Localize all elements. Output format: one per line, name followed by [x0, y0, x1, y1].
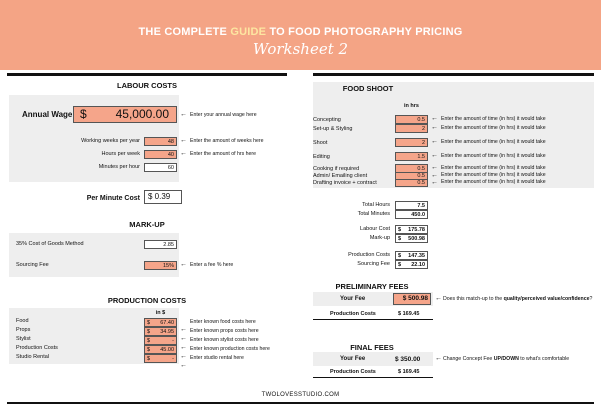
arrow-left-icon: ← [180, 353, 187, 360]
weeks-note: Enter the amount of weeks here [190, 138, 264, 144]
annual-wage-input[interactable]: $ 45,000.00 [73, 106, 177, 123]
total-hours-value: 7.5 [395, 201, 428, 210]
food-shoot-row-label: Cooking if required [313, 166, 360, 172]
food-shoot-row-input[interactable]: 1.5 [395, 152, 428, 161]
markup-total-label: Mark-up [369, 235, 390, 241]
page-subtitle: Worksheet 2 [252, 40, 349, 58]
food-shoot-row-note: Enter the amount of time (in hrs) it would take [441, 172, 546, 178]
food-shoot-row-note: Enter the amount of time (in hrs) it would take [441, 116, 546, 122]
weeks-input[interactable]: 48 [144, 137, 177, 146]
food-shoot-row-label: Set-up & Styling [313, 126, 353, 132]
arrow-left-icon: ← [431, 152, 438, 159]
production-costs-heading: PRODUCTION COSTS [107, 296, 187, 305]
preliminary-underline [313, 319, 433, 320]
total-hours-label: Total Hours [362, 202, 390, 208]
title-highlight: GUIDE [230, 26, 267, 38]
production-row-note: Enter known stylist costs here [190, 337, 259, 343]
right-top-rule [313, 73, 594, 76]
arrow-left-icon: ← [180, 326, 187, 333]
arrow-left-icon: ← [180, 344, 187, 351]
hours-note: Enter the amount of hrs here [190, 151, 257, 157]
page-title: THE COMPLETE GUIDE TO FOOD PHOTOGRAPHY PRICING [138, 26, 463, 38]
production-row-input[interactable]: $ - [144, 336, 177, 345]
footer-rule [7, 402, 594, 404]
production-row-label: Production Costs [16, 345, 58, 351]
arrow-left-icon: ← [431, 164, 438, 171]
sourcing-total-label: Sourcing Fee [357, 261, 390, 267]
per-minute-value: $ 0.39 [144, 190, 182, 204]
total-minutes-value: 450.0 [395, 210, 428, 219]
arrow-left-icon: ← [431, 115, 438, 122]
production-row-label: Food [16, 318, 29, 324]
production-row-note: Enter studio rental here [190, 355, 244, 361]
cogs-label: 35% Cost of Goods Method [16, 241, 84, 247]
production-row [16, 336, 181, 345]
food-shoot-row-label: Drafting invoice + contract [313, 180, 377, 186]
arrow-left-icon: ← [180, 261, 187, 268]
food-shoot-heading: FOOD SHOOT [342, 84, 394, 93]
arrow-left-icon: ← [435, 295, 442, 302]
footer-text: TWOLOVESSTUDIO.COM [261, 392, 340, 398]
weeks-label: Working weeks per year [81, 138, 140, 144]
sourcing-fee-label: Sourcing Fee [16, 262, 49, 268]
annual-wage-label: Annual Wage [22, 110, 73, 119]
minutes-label: Minutes per hour [98, 164, 140, 170]
final-fees-heading: FINAL FEES [350, 343, 394, 352]
markup-heading: MARK-UP [129, 220, 165, 229]
final-prod-value: $ 169.45 [398, 369, 420, 375]
production-row-input[interactable]: $ 45.00 [144, 345, 177, 354]
food-shoot-row-input[interactable]: 0.5 [395, 172, 428, 180]
food-shoot-col-header: in hrs [404, 103, 419, 109]
production-total-value: $ 147.35 [395, 251, 428, 260]
labour-cost-label: Labour Cost [360, 226, 390, 232]
arrow-left-icon: ← [180, 150, 187, 157]
food-shoot-row-note: Enter the amount of time (in hrs) it would take [441, 179, 546, 185]
food-shoot-row-input[interactable]: 0.5 [395, 115, 428, 124]
production-total-label: Production Costs [348, 252, 390, 258]
food-shoot-row-note: Enter the amount of time (in hrs) it would take [441, 139, 546, 145]
final-fee-note: Change Concept Fee UP/DOWN to what's comfortable [443, 356, 570, 362]
final-prod-label: Production Costs [330, 369, 376, 375]
food-shoot-row-input[interactable]: 0.5 [395, 179, 428, 187]
sourcing-total-value: $ 22.10 [395, 260, 428, 269]
preliminary-fee-label: Your Fee [340, 296, 366, 302]
arrow-left-icon: ← [435, 355, 442, 362]
production-row-input[interactable]: $ - [144, 354, 177, 363]
final-underline [313, 377, 433, 378]
arrow-left-icon: ← [180, 111, 187, 118]
minutes-value: 60 [144, 163, 177, 172]
food-shoot-row-input[interactable]: 2 [395, 124, 428, 133]
markup-total-value: $ 500.98 [395, 234, 428, 243]
preliminary-prod-value: $ 169.45 [398, 311, 420, 317]
labour-cost-value: $ 175.78 [395, 225, 428, 234]
food-shoot-row-input[interactable]: 2 [395, 138, 428, 147]
preliminary-prod-label: Production Costs [330, 311, 376, 317]
per-minute-label: Per Minute Cost [86, 195, 140, 202]
preliminary-fee-value: $ 500.98 [393, 293, 431, 305]
labour-costs-heading: LABOUR COSTS [117, 81, 177, 90]
cogs-value: 2.85 [144, 240, 177, 249]
production-row [16, 345, 181, 354]
arrow-left-icon: ← [431, 138, 438, 145]
total-minutes-label: Total Minutes [357, 211, 390, 217]
production-row [16, 327, 181, 336]
final-fee-label: Your Fee [340, 356, 366, 362]
final-fee-value: $ 350.00 [395, 356, 421, 363]
food-shoot-row-input[interactable]: 0.5 [395, 164, 428, 173]
production-row [16, 354, 181, 363]
production-row-label: Props [16, 327, 31, 333]
production-row-input[interactable]: $ 34.95 [144, 327, 177, 336]
food-shoot-row-label: Shoot [313, 140, 328, 146]
production-row-note: Enter known production costs here [190, 346, 270, 352]
food-shoot-row-note: Enter the amount of time (in hrs) it would take [441, 125, 546, 131]
production-row [16, 318, 181, 327]
arrow-left-icon: ← [180, 362, 187, 369]
arrow-left-icon: ← [180, 137, 187, 144]
production-col-header: in $ [155, 310, 166, 316]
production-row-label: Stylist [16, 336, 31, 342]
arrow-left-icon: ← [431, 179, 438, 186]
preliminary-fees-heading: PRELIMINARY FEES [335, 282, 409, 291]
arrow-left-icon: ← [431, 124, 438, 131]
production-row-note: Enter known food costs here [190, 319, 256, 325]
hours-label: Hours per week [101, 151, 140, 157]
sourcing-fee-input[interactable]: 15% [144, 261, 177, 270]
food-shoot-row-note: Enter the amount of time (in hrs) it would take [441, 153, 546, 159]
production-notes [180, 318, 290, 369]
production-rows [16, 318, 181, 363]
food-shoot-row-label: Admin/ Emailing client [313, 173, 368, 179]
production-row-input[interactable]: $ 67.40 [144, 318, 177, 327]
annual-wage-note: Enter your annual wage here [190, 112, 257, 118]
food-shoot-row-label: Editing [313, 154, 330, 160]
left-top-rule [7, 73, 287, 76]
hours-input[interactable]: 40 [144, 150, 177, 159]
food-shoot-row-note: Enter the amount of time (in hrs) it would take [441, 165, 546, 171]
production-row-label: Studio Rental [16, 354, 50, 360]
sourcing-fee-note: Enter a fee % here [190, 262, 234, 268]
production-row-note: Enter known props costs here [190, 328, 259, 334]
food-shoot-row-label: Concepting [313, 117, 341, 123]
arrow-left-icon: ← [431, 172, 438, 179]
preliminary-fee-note: Does this match-up to the quality/perceived value/confidence? [443, 296, 593, 302]
arrow-left-icon: ← [180, 335, 187, 342]
